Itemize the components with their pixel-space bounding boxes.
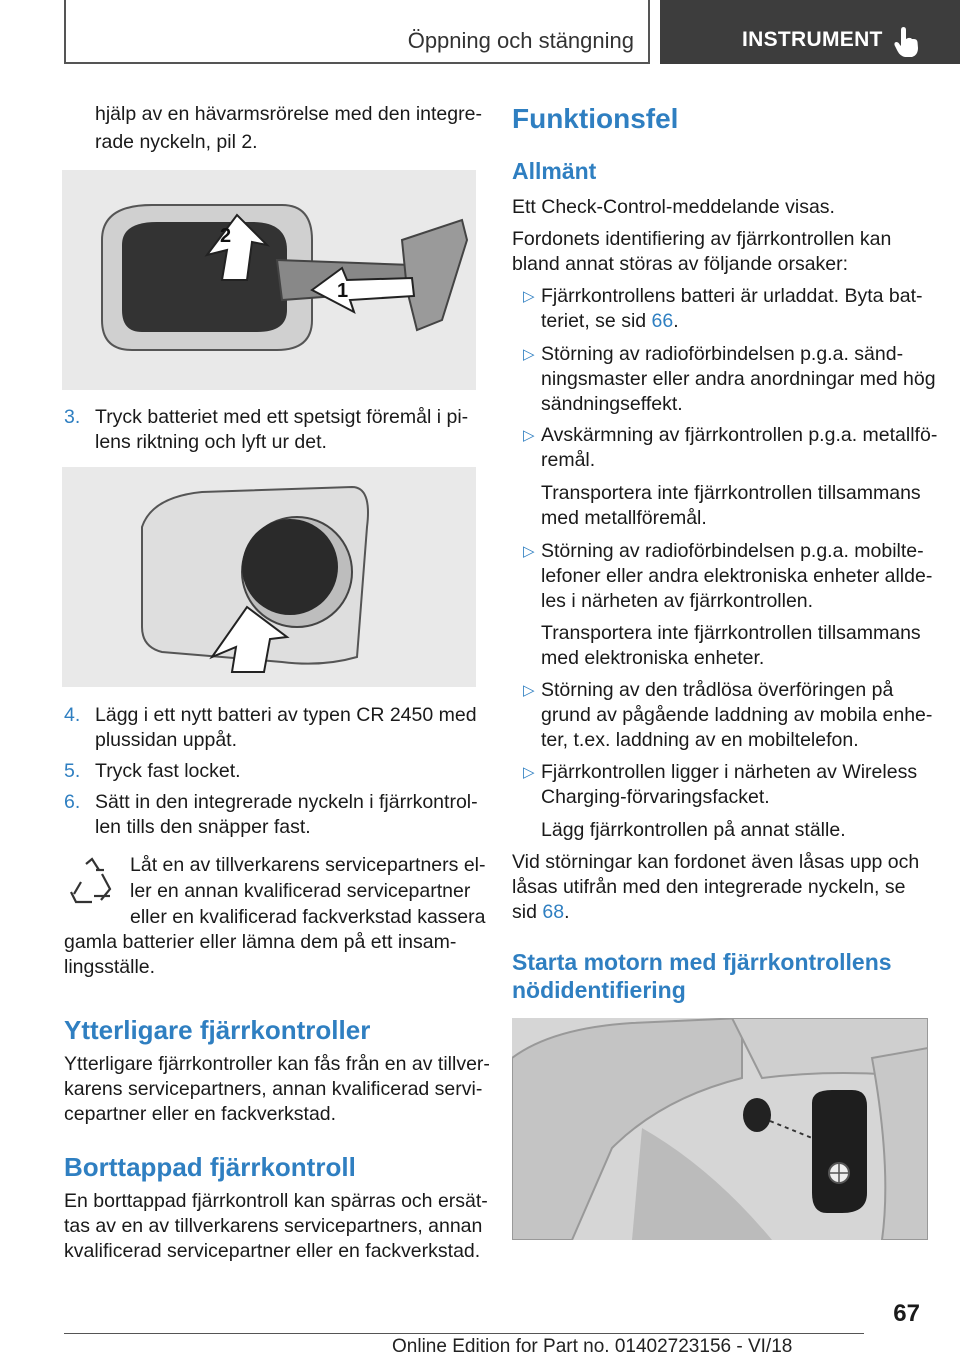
step-number: 3. bbox=[64, 406, 81, 428]
bullet-text: teriet, se sid bbox=[541, 310, 652, 332]
bullet-triangle-icon: ▷ bbox=[523, 346, 535, 363]
bullet-note: Transportera inte fjärrkontrollen tillsammans bbox=[541, 482, 921, 504]
intro-line-1: hjälp av en hävarmsrörelse med den integre- bbox=[95, 103, 482, 125]
bullet-note: med metallföremål. bbox=[541, 507, 707, 529]
more-text-line: Ytterligare fjärrkontroller kan fås från en av tillver- bbox=[64, 1053, 490, 1075]
after-text: . bbox=[564, 901, 570, 923]
bullet-triangle-icon: ▷ bbox=[523, 764, 535, 781]
bullet-text-ref bbox=[541, 309, 679, 334]
step-number: 5. bbox=[64, 760, 81, 782]
bullet-text: les i närheten av fjärrkontrollen. bbox=[541, 590, 814, 612]
bullet-text: Fjärrkontrollens batteri är urladdat. Byta bat- bbox=[541, 285, 923, 307]
bullet-triangle-icon: ▷ bbox=[523, 288, 535, 305]
bullet-text: sändningseffekt. bbox=[541, 393, 683, 415]
bullet-text: lefoner eller andra elektroniska enheter allde- bbox=[541, 565, 933, 587]
step-text: Lägg i ett nytt batteri av typen CR 2450 med bbox=[95, 704, 477, 726]
page-link-68[interactable]: 68 bbox=[542, 901, 565, 923]
page-number: 67 bbox=[893, 1300, 920, 1327]
bullet-text: Avskärmning av fjärrkontrollen p.g.a. metallfö- bbox=[541, 424, 938, 446]
bullet-note: med elektroniska enheter. bbox=[541, 647, 765, 669]
recycle-icon bbox=[66, 856, 118, 908]
hand-pointer-icon bbox=[893, 26, 921, 58]
heading-malfunction: Funktionsfel bbox=[512, 103, 679, 134]
step-text: Sätt in den integrerade nyckeln i fjärrkontrol- bbox=[95, 791, 478, 813]
general-line-2: Fordonets identifiering av fjärrkontrollen kan bbox=[512, 228, 892, 250]
more-text-line: cepartner eller en fackverkstad. bbox=[64, 1103, 337, 1125]
heading-lost-remote: Borttappad fjärrkontroll bbox=[64, 1152, 356, 1182]
heading-start-engine-2: nödidentifiering bbox=[512, 977, 686, 1003]
bullet-text: ter, t.ex. laddning av en mobiltelefon. bbox=[541, 729, 859, 751]
bullet-text: Charging-förvaringsfacket. bbox=[541, 786, 770, 808]
after-text: sid bbox=[512, 901, 543, 923]
bullet-text: Fjärrkontrollen ligger i närheten av Wireless bbox=[541, 761, 918, 783]
bullet-text: remål. bbox=[541, 449, 596, 471]
heading-more-remotes: Ytterligare fjärrkontroller bbox=[64, 1015, 371, 1045]
bullet-text: grund av pågående laddning av mobila enhe- bbox=[541, 704, 933, 726]
heading-start-engine-1: Starta motorn med fjärrkontrollens bbox=[512, 949, 892, 975]
bullet-text: . bbox=[673, 310, 679, 332]
bullet-text: Störning av radioförbindelsen p.g.a. sänd- bbox=[541, 343, 904, 365]
fig1-label-2: 2 bbox=[220, 225, 232, 247]
step-text: Tryck fast locket. bbox=[95, 760, 241, 782]
after-line-3 bbox=[512, 900, 569, 925]
recycle-note-line: gamla batterier eller lämna dem på ett insam- bbox=[64, 931, 457, 953]
lost-text-line: En borttappad fjärrkontroll kan spärras och ersät- bbox=[64, 1190, 488, 1212]
after-line-1: Vid störningar kan fordonet även låsas upp och bbox=[512, 851, 920, 873]
bullet-text: Störning av den trådlösa överföringen på bbox=[541, 679, 894, 701]
page-link-66[interactable]: 66 bbox=[651, 310, 674, 332]
figure-battery bbox=[62, 467, 476, 687]
bullet-triangle-icon: ▷ bbox=[523, 682, 535, 699]
bullet-text: Störning av radioförbindelsen p.g.a. mobilte- bbox=[541, 540, 924, 562]
general-line-3: bland annat störas av följande orsaker: bbox=[512, 253, 849, 275]
recycle-note-line: Låt en av tillverkarens servicepartners el- bbox=[130, 854, 486, 876]
figure-key-removal bbox=[62, 170, 476, 390]
battery-illustration bbox=[62, 467, 476, 687]
general-line-1: Ett Check-Control-meddelande visas. bbox=[512, 196, 835, 218]
more-text-line: karens servicepartners, annan kvalificerad servi- bbox=[64, 1078, 483, 1100]
key-fob-illustration bbox=[62, 170, 476, 390]
bullet-text: ningsmaster eller andra anordningar med hög bbox=[541, 368, 936, 390]
step-text: plussidan uppåt. bbox=[95, 729, 238, 751]
footer-edition: Online Edition for Part no. 01402723156 - VI/18 bbox=[392, 1336, 793, 1357]
fig1-label-1: 1 bbox=[337, 280, 349, 302]
step-text: Tryck batteriet med ett spetsigt föremål i pi- bbox=[95, 406, 469, 428]
after-line-2: låsas utifrån med den integrerade nyckeln, se bbox=[512, 876, 906, 898]
bullet-triangle-icon: ▷ bbox=[523, 427, 535, 444]
intro-line-2: rade nyckeln, pil 2. bbox=[95, 131, 258, 153]
lost-text-line: kvalificerad servicepartner eller en fackverkstad. bbox=[64, 1240, 481, 1262]
step-text: len tills den snäpper fast. bbox=[95, 816, 311, 838]
recycle-note-line: ler en annan kvalificerad servicepartner bbox=[130, 880, 471, 902]
bullet-note: Transportera inte fjärrkontrollen tillsammans bbox=[541, 622, 921, 644]
header-tab-label: INSTRUMENT bbox=[742, 28, 883, 51]
steering-column-illustration bbox=[512, 1018, 928, 1240]
recycle-note-line: eller en kvalificerad fackverkstad kassera bbox=[130, 906, 486, 928]
step-number: 6. bbox=[64, 791, 81, 813]
lost-text-line: tas av en av tillverkarens servicepartners, annan bbox=[64, 1215, 483, 1237]
step-text: lens riktning och lyft ur det. bbox=[95, 431, 327, 453]
heading-general: Allmänt bbox=[512, 158, 597, 184]
recycle-note-line: lingsställe. bbox=[64, 956, 156, 978]
header-section-title: Öppning och stängning bbox=[407, 28, 634, 53]
bullet-note: Lägg fjärrkontrollen på annat ställe. bbox=[541, 819, 846, 841]
bullet-triangle-icon: ▷ bbox=[523, 543, 535, 560]
step-number: 4. bbox=[64, 704, 81, 726]
figure-emergency-detection bbox=[512, 1018, 928, 1240]
footer-divider bbox=[64, 1333, 864, 1334]
